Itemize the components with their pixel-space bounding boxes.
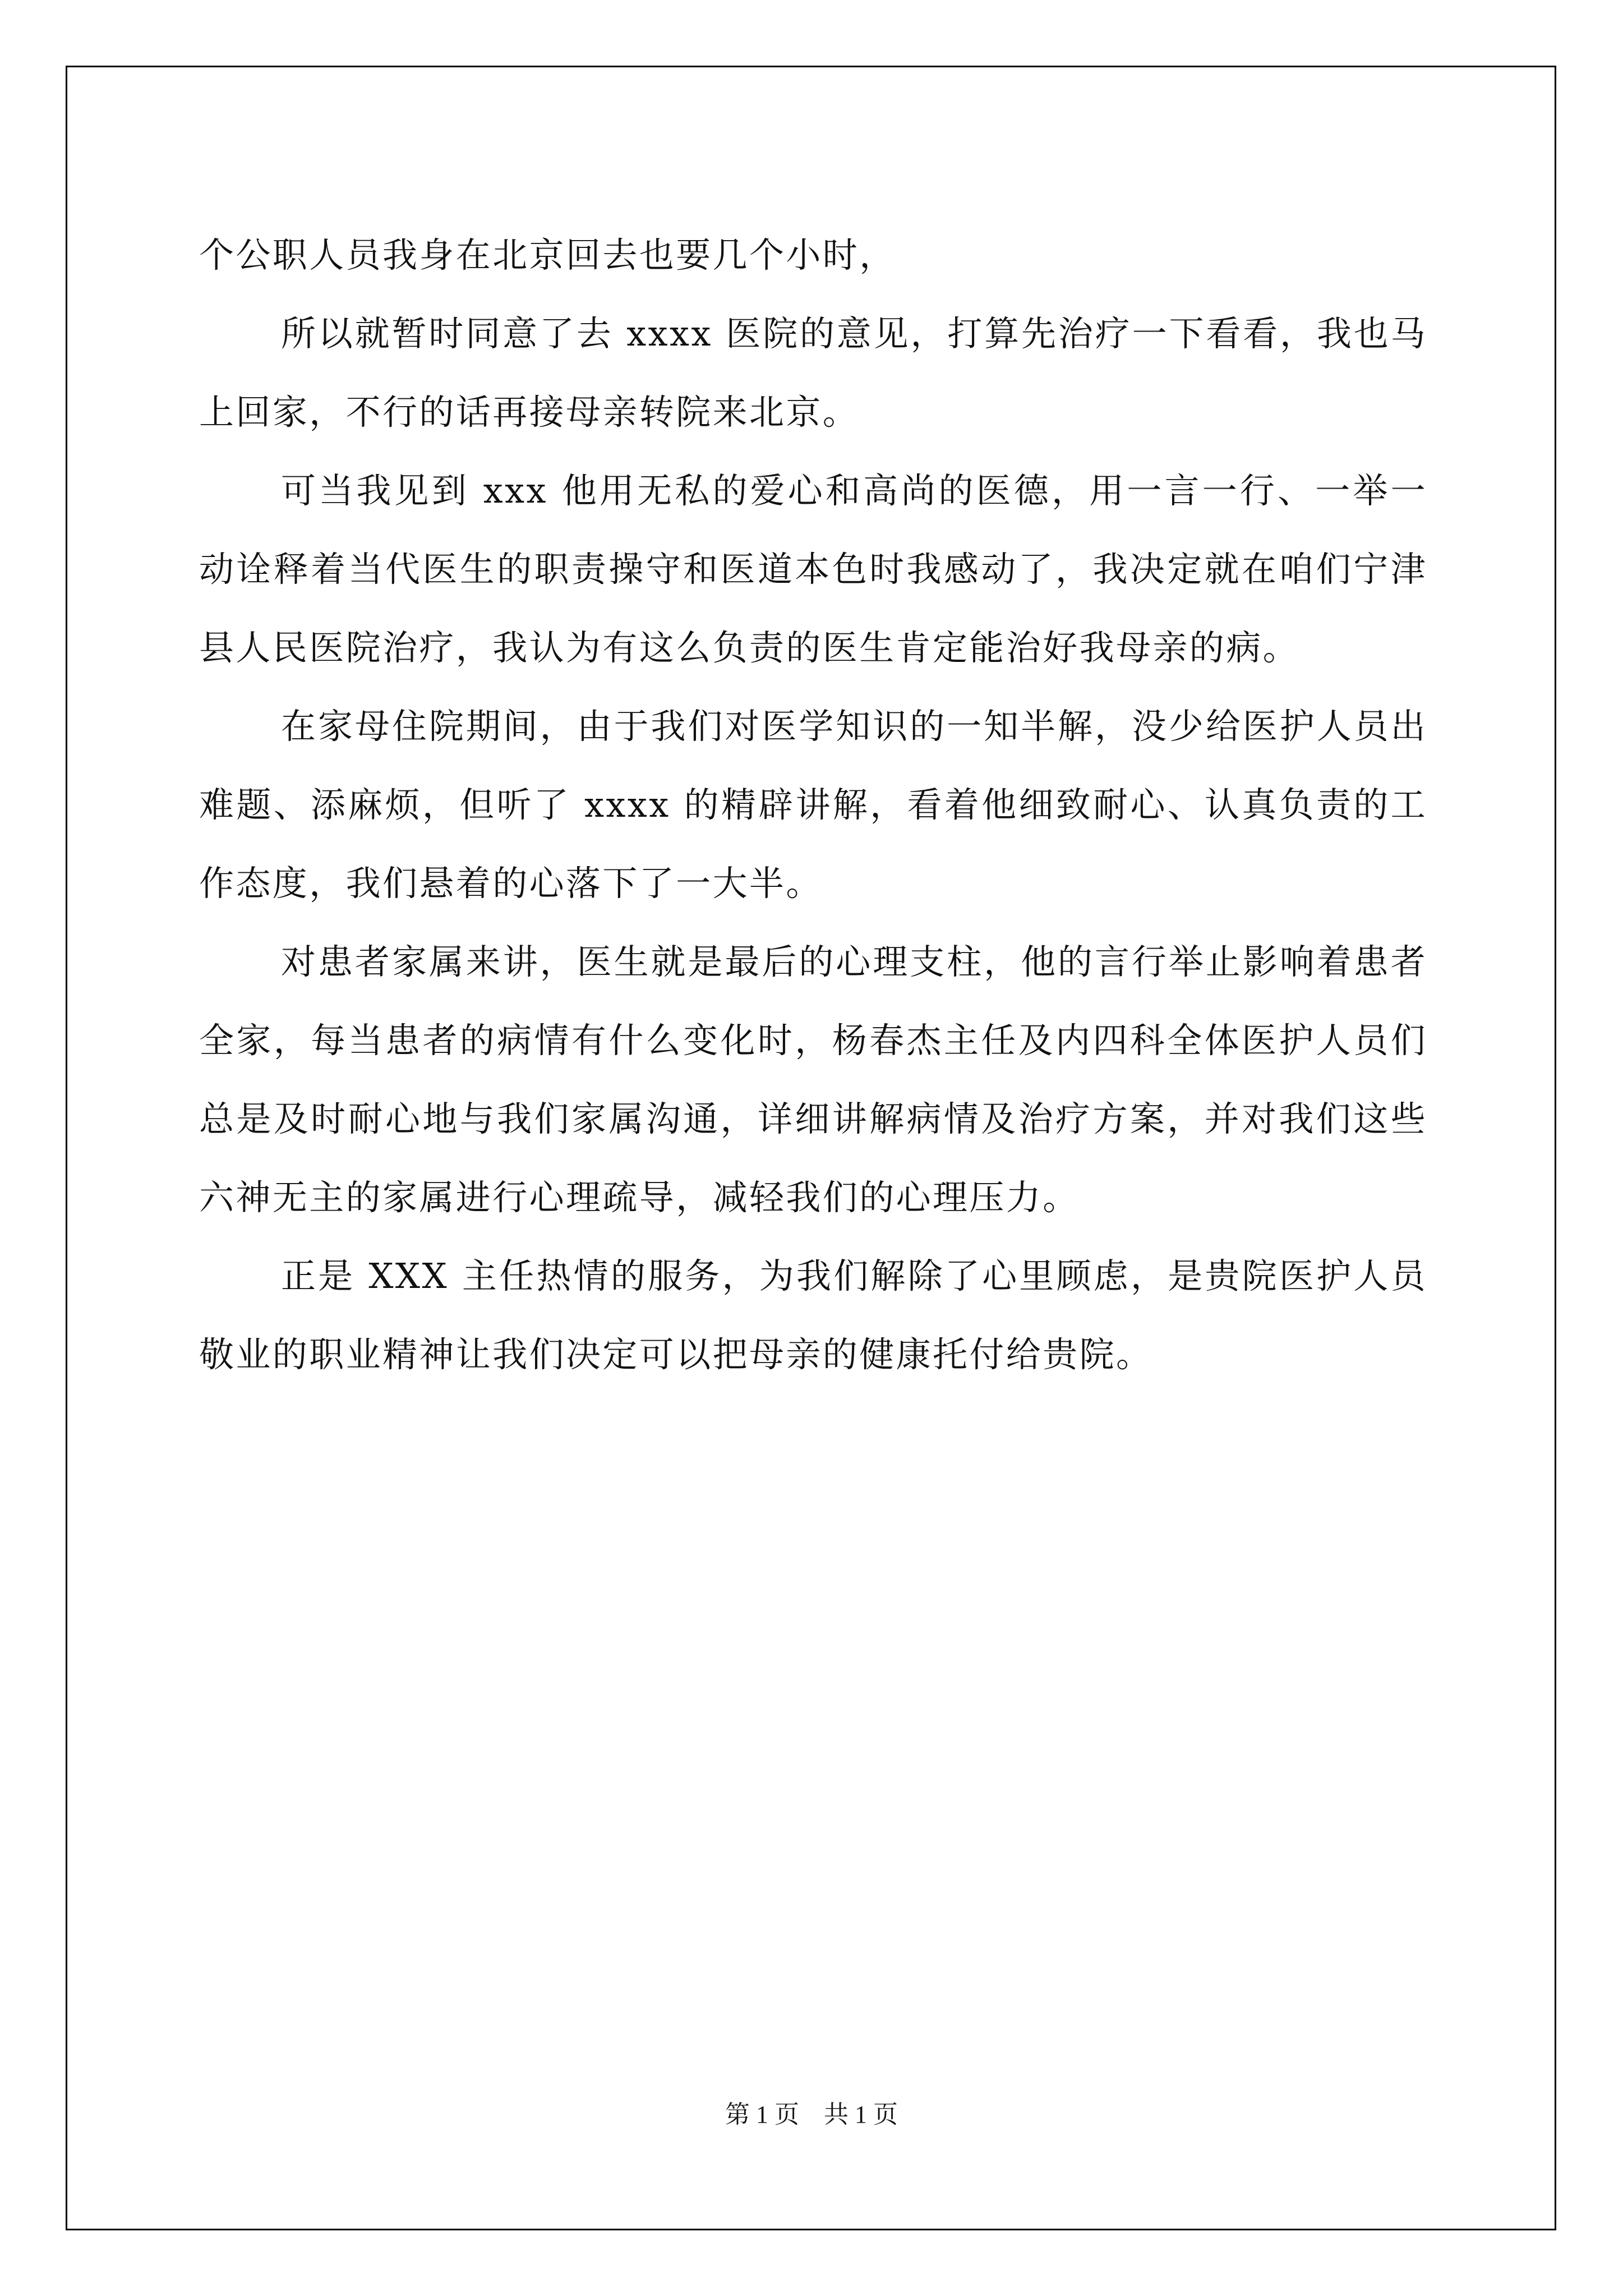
paragraph-6: 正是 XXX 主任热情的服务，为我们解除了心里顾虑，是贵院医护人员敬业的职业精神让我们决定可以把母亲的健康托付给贵院。 xyxy=(199,1255,1427,1375)
document-body xyxy=(199,216,1427,1394)
paragraph-5: 对患者家属来讲，医生就是最后的心理支柱，他的言行举止影响着患者全家，每当患者的病情有什么变化时，杨春杰主任及内四科全体医护人员们总是及时耐心地与我们家属沟通，详细讲解病情及治疗方案，并对我们这些六神无主的家属进行心理疏导，减轻我们的心理压力。 xyxy=(199,941,1427,1218)
page-number-footer: 第 1 页 共 1 页 xyxy=(725,2101,898,2128)
paragraph-2: 所以就暂时同意了去 xxxx 医院的意见，打算先治疗一下看看，我也马上回家，不行的话再接母亲转院来北京。 xyxy=(199,313,1427,432)
paragraph-4: 在家母住院期间，由于我们对医学知识的一知半解，没少给医护人员出难题、添麻烦，但听了 xxxx 的精辟讲解，看着他细致耐心、认真负责的工作态度，我们悬着的心落下了一大半。 xyxy=(199,706,1427,904)
paragraph-1: 个公职人员我身在北京回去也要几个小时， xyxy=(199,234,896,275)
paragraph-3: 可当我见到 xxx 他用无私的爱心和高尚的医德，用一言一行、一举一动诠释着当代医生的职责操守和医道本色时我感动了，我决定就在咱们宁津县人民医院治疗，我认为有这么负责的医生肯定能治好我母亲的病。 xyxy=(199,470,1427,668)
